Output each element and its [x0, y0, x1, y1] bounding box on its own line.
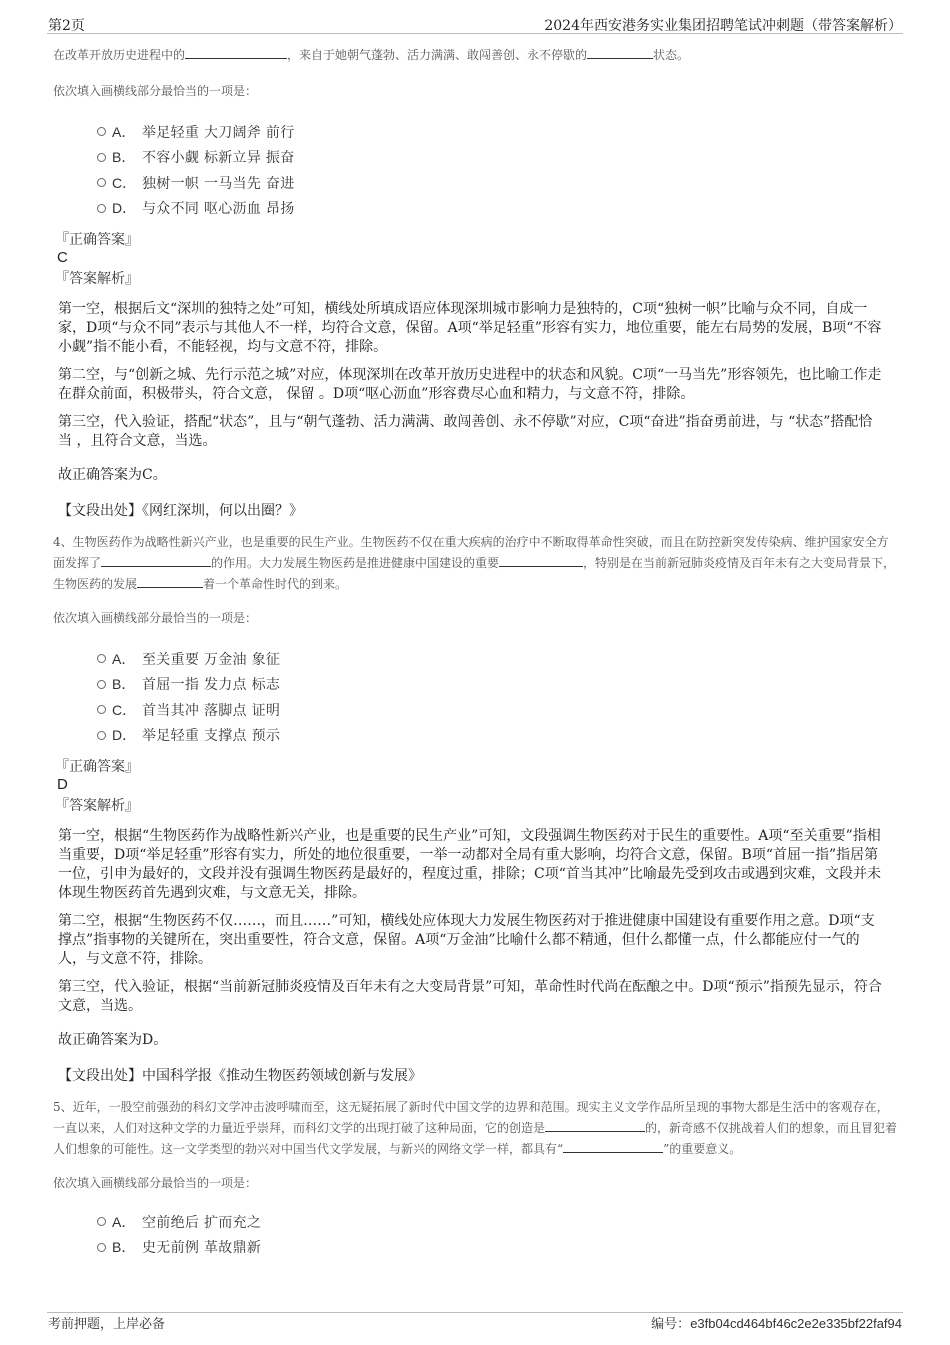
footer-slogan: 考前押题，上岸必备: [48, 1317, 166, 1332]
blank-2: [587, 45, 653, 59]
blank-3: [137, 574, 203, 588]
analysis-paragraph: 第三空，代入验证，搭配“状态”，且与“朝气蓬勃、活力满满、敢闯善创、永不停歇”对应，C项“奋进”指奋勇前进，与 “状态”搭配恰当 ，且符合文意，当选。: [58, 414, 873, 449]
question-3-stem: 在改革开放历史进程中的 ，来自于她朝气蓬勃、活力满满、敢闯善创、永不停歇的 状态。: [47, 45, 905, 66]
question-4-options: [47, 646, 905, 748]
passage-source: 【文段出处】中国科学报《推动生物医药领域创新与发展》: [58, 1068, 422, 1084]
question-3-analysis: [47, 300, 905, 485]
analysis-paragraph: 第二空，根据“生物医药不仅……，而且……”可知，横线处应体现大力发展生物医药对于推进健康中国建设有重要作用之意。D项“支撑点”指事物的关键所在，突出重要性，符合文意，保留。A项“万金油”比喻什么都不精通，但什么都懂一点，什么都能应付一气的人，与文意不符，排除。: [58, 913, 875, 967]
question-5-options: [47, 1209, 905, 1260]
option-d[interactable]: D． 举足轻重 支撑点 预示: [97, 723, 905, 749]
option-b[interactable]: B． 史无前例 革故鼎新: [97, 1235, 905, 1261]
analysis-label: 『答案解析』: [55, 271, 139, 287]
blank-1: [545, 1118, 645, 1132]
blank-1: [101, 553, 211, 567]
question-3-instruction: 依次填入画横线部分最恰当的一项是：: [53, 84, 258, 98]
passage-source: 【文段出处】《网红深圳，何以出圈？》: [58, 503, 303, 519]
radio-button[interactable]: [97, 1217, 106, 1226]
question-4-instruction: 依次填入画横线部分最恰当的一项是：: [53, 611, 258, 625]
question-5-instruction: 依次填入画横线部分最恰当的一项是：: [53, 1176, 258, 1190]
question-3-options: [47, 119, 905, 221]
radio-button[interactable]: [97, 731, 106, 740]
analysis-paragraph: 第一空，根据后文“深圳的独特之处”可知，横线处所填成语应体现深圳城市影响力是独特的，C项“独树一帜”比喻与众不同，自成一家，D项“与众不同”表示与其他人不一样，均符合文意，保留。A项“举足轻重”形容有实力，地位重要，能左右局势的发展，B项“不容小觑”指不能小看，不能轻视，均与文意不符，排除。: [58, 301, 882, 355]
radio-button[interactable]: [97, 654, 106, 663]
option-a[interactable]: A． 至关重要 万金油 象征: [97, 646, 905, 672]
document-content: [47, 40, 905, 1260]
analysis-label: 『答案解析』: [55, 798, 139, 814]
radio-button[interactable]: [97, 178, 106, 187]
answer-label: 『正确答案』: [55, 232, 139, 248]
option-d[interactable]: D． 与众不同 呕心沥血 昂扬: [97, 196, 905, 222]
analysis-paragraph: 故正确答案为C。: [58, 467, 167, 483]
radio-button[interactable]: [97, 705, 106, 714]
document-id: 编号：e3fb04cd464bf46c2e2e335bf22faf94: [651, 1316, 902, 1332]
blank-1: [185, 45, 287, 59]
correct-answer: C: [57, 249, 68, 266]
radio-button[interactable]: [97, 204, 106, 213]
option-c[interactable]: C． 首当其冲 落脚点 证明: [97, 697, 905, 723]
page-number: 第2页: [48, 18, 85, 34]
answer-label: 『正确答案』: [55, 759, 139, 775]
header-divider: [47, 33, 903, 34]
analysis-paragraph: 故正确答案为D。: [58, 1032, 168, 1048]
option-b[interactable]: B． 首屈一指 发力点 标志: [97, 672, 905, 698]
option-a[interactable]: A． 举足轻重 大刀阔斧 前行: [97, 119, 905, 145]
option-b[interactable]: B． 不容小觑 标新立异 振奋: [97, 145, 905, 171]
analysis-paragraph: 第一空，根据“生物医药作为战略性新兴产业，也是重要的民生产业”可知，文段强调生物医药对于民生的重要性。A项“至关重要”指相当重要，D项“举足轻重”形容有实力，所处的地位很重要，一举一动都对全局有重大影响，均符合文意，保留。B项“首屈一指”指居第一位，引申为最好的，文段并没有强调生物医药是最好的，程度过重，排除；C项“首当其冲”比喻最先受到攻击或遇到灾难，文段并未体现生物医药首先遇到灾难，与文意无关，排除。: [58, 828, 882, 901]
analysis-paragraph: 第二空，与“创新之城、先行示范之城”对应，体现深圳在改革开放历史进程中的状态和风貌。C项“一马当先”形容领先，也比喻工作走在群众前面，积极带头，符合文意， 保留 。D项“呕心沥血”形容费尽心血和精力，与文意不符，排除。: [58, 367, 882, 402]
document-title: 2024年西安港务实业集团招聘笔试冲刺题（带答案解析）: [544, 18, 902, 34]
blank-2: [499, 553, 583, 567]
correct-answer: D: [57, 776, 68, 793]
option-a[interactable]: A． 空前绝后 扩而充之: [97, 1209, 905, 1235]
analysis-paragraph: 第三空，代入验证，根据“当前新冠肺炎疫情及百年未有之大变局背景”可知，革命性时代尚在酝酿之中。D项“预示”指预先显示，符合文意，当选。: [58, 979, 882, 1014]
radio-button[interactable]: [97, 680, 106, 689]
option-c[interactable]: C． 独树一帜 一马当先 奋进: [97, 170, 905, 196]
question-5-stem: 5、近年，一股空前强劲的科幻文学冲击波呼啸而至，这无疑拓展了新时代中国文学的边界和范围。现实主义文学作品所呈现的事物大都是生活中的客观存在，一直以来，人们对这种文学的力量近乎崇拜，而科幻文学的出现打破了这种局面，它的创造是 的，新奇感不仅挑战着人们的想象，而且冒犯着人们想象的可能性。这一文学类型的勃兴对中国当代文学发展，与新兴的网络文学一样，都具有“ ”的重要意义。: [53, 1100, 898, 1156]
radio-button[interactable]: [97, 127, 106, 136]
question-4-analysis: [47, 827, 905, 1050]
radio-button[interactable]: [97, 153, 106, 162]
blank-2: [563, 1139, 663, 1153]
radio-button[interactable]: [97, 1243, 106, 1252]
question-4-stem: 4、生物医药作为战略性新兴产业，也是重要的民生产业。生物医药不仅在重大疾病的治疗中不断取得革命性突破，而且在防控新突发传染病、维护国家安全方面发挥了 的作用。大力发展生物医药是推进健康中国建设的重要 ，特别是在当前新冠肺炎疫情及百年未有之大变局背景下，生物医药的发展 着一个革命性时代的到来。: [53, 535, 896, 591]
